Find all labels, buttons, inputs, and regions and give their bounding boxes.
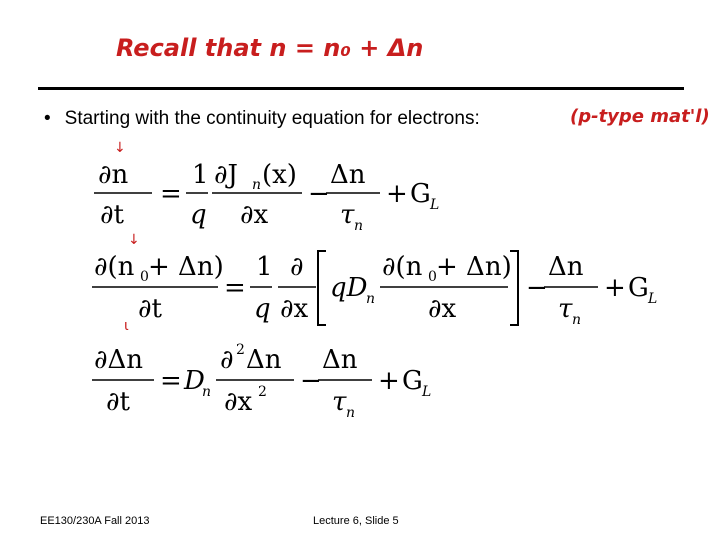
eq1-g: G	[410, 179, 431, 209]
eq1-equals: =	[160, 179, 182, 209]
eq1-g-sub: L	[430, 197, 440, 213]
eq1-plus: +	[386, 179, 408, 209]
eq2-f3-num-sub: 0	[428, 269, 437, 285]
eq1-lhs-den: ∂t	[100, 200, 124, 230]
eq2-f1-num: 1	[256, 252, 273, 282]
eq1-f3-den: τ	[340, 200, 355, 230]
handwritten-ptype-note: (p-type mat'l)	[570, 106, 710, 127]
eq2-g-sub: L	[648, 291, 658, 307]
eq2-lhs-num-tail: + Δn)	[148, 252, 224, 282]
bullet-text: Starting with the continuity equation for electrons:	[64, 108, 480, 129]
equation-3	[90, 340, 710, 430]
eq2-inner: qD	[330, 273, 368, 303]
equation-1	[90, 155, 710, 235]
eq1-f3-den-sub: n	[354, 218, 364, 234]
bullet-dot: •	[44, 108, 51, 129]
arrow-mark-1: ↓	[114, 140, 126, 156]
eq3-plus: +	[378, 366, 400, 396]
eq2-g: G	[628, 273, 649, 303]
eq1-f2-den: ∂x	[240, 200, 269, 230]
eq3-lhs-num: ∂Δn	[94, 345, 143, 375]
eq2-f3-num: ∂(n	[382, 252, 423, 282]
eq3-f1-den-sup: 2	[258, 384, 267, 400]
arrow-mark-2: ↓	[128, 232, 140, 248]
eq1-minus: −	[308, 179, 330, 209]
eq1-f1-den: q	[190, 200, 207, 230]
handwritten-recall-note: Recall that n = n₀ + Δn	[116, 34, 424, 62]
eq3-f1-den: ∂x	[224, 387, 253, 417]
eq3-f2-den: τ	[332, 387, 347, 417]
eq2-f4-num: Δn	[548, 252, 584, 282]
eq3-f2-num: Δn	[322, 345, 358, 375]
eq3-f2-den-sub: n	[346, 405, 356, 421]
title-divider	[38, 87, 684, 90]
eq1-f2-num-tail: (x)	[262, 160, 297, 190]
eq2-f3-num-tail: + Δn)	[436, 252, 512, 282]
eq1-f2-num: ∂J	[214, 160, 238, 190]
eq2-f2-den: ∂x	[280, 294, 309, 324]
eq3-equals: =	[160, 366, 182, 396]
eq1-f3-num: Δn	[330, 160, 366, 190]
eq1-f2-num-sub: n	[252, 177, 262, 193]
equation-2	[90, 245, 710, 335]
eq2-lhs-den: ∂t	[138, 294, 162, 324]
eq2-f4-den-sub: n	[572, 312, 582, 328]
footer-course: EE130/230A Fall 2013	[40, 515, 150, 527]
eq3-minus: −	[300, 366, 322, 396]
eq2-plus: +	[604, 273, 626, 303]
eq2-f1-den: q	[254, 294, 271, 324]
eq2-lhs-num: ∂(n	[94, 252, 135, 282]
arrow-mark-3: ι	[124, 318, 129, 334]
eq3-lhs-den: ∂t	[106, 387, 130, 417]
eq3-d: D	[184, 366, 205, 396]
eq3-d-sub: n	[202, 384, 212, 400]
eq2-inner-sub: n	[366, 291, 376, 307]
eq3-f1-num-tail: Δn	[246, 345, 282, 375]
eq2-minus: −	[526, 273, 548, 303]
eq2-equals: =	[224, 273, 246, 303]
eq3-g: G	[402, 366, 423, 396]
eq2-f4-den: τ	[558, 294, 573, 324]
footer-slide-number: Lecture 6, Slide 5	[313, 515, 399, 527]
eq3-f1-num-sup: 2	[236, 342, 245, 358]
eq2-f3-den: ∂x	[428, 294, 457, 324]
eq3-f1-num: ∂	[220, 345, 234, 375]
eq2-left-bracket	[318, 251, 326, 325]
bullet-line	[44, 108, 480, 130]
eq1-f1-num: 1	[192, 160, 209, 190]
eq1-lhs-num: ∂n	[98, 160, 129, 190]
eq2-lhs-num-sub: 0	[140, 269, 149, 285]
eq3-g-sub: L	[422, 384, 432, 400]
eq2-f2-num: ∂	[290, 252, 304, 282]
